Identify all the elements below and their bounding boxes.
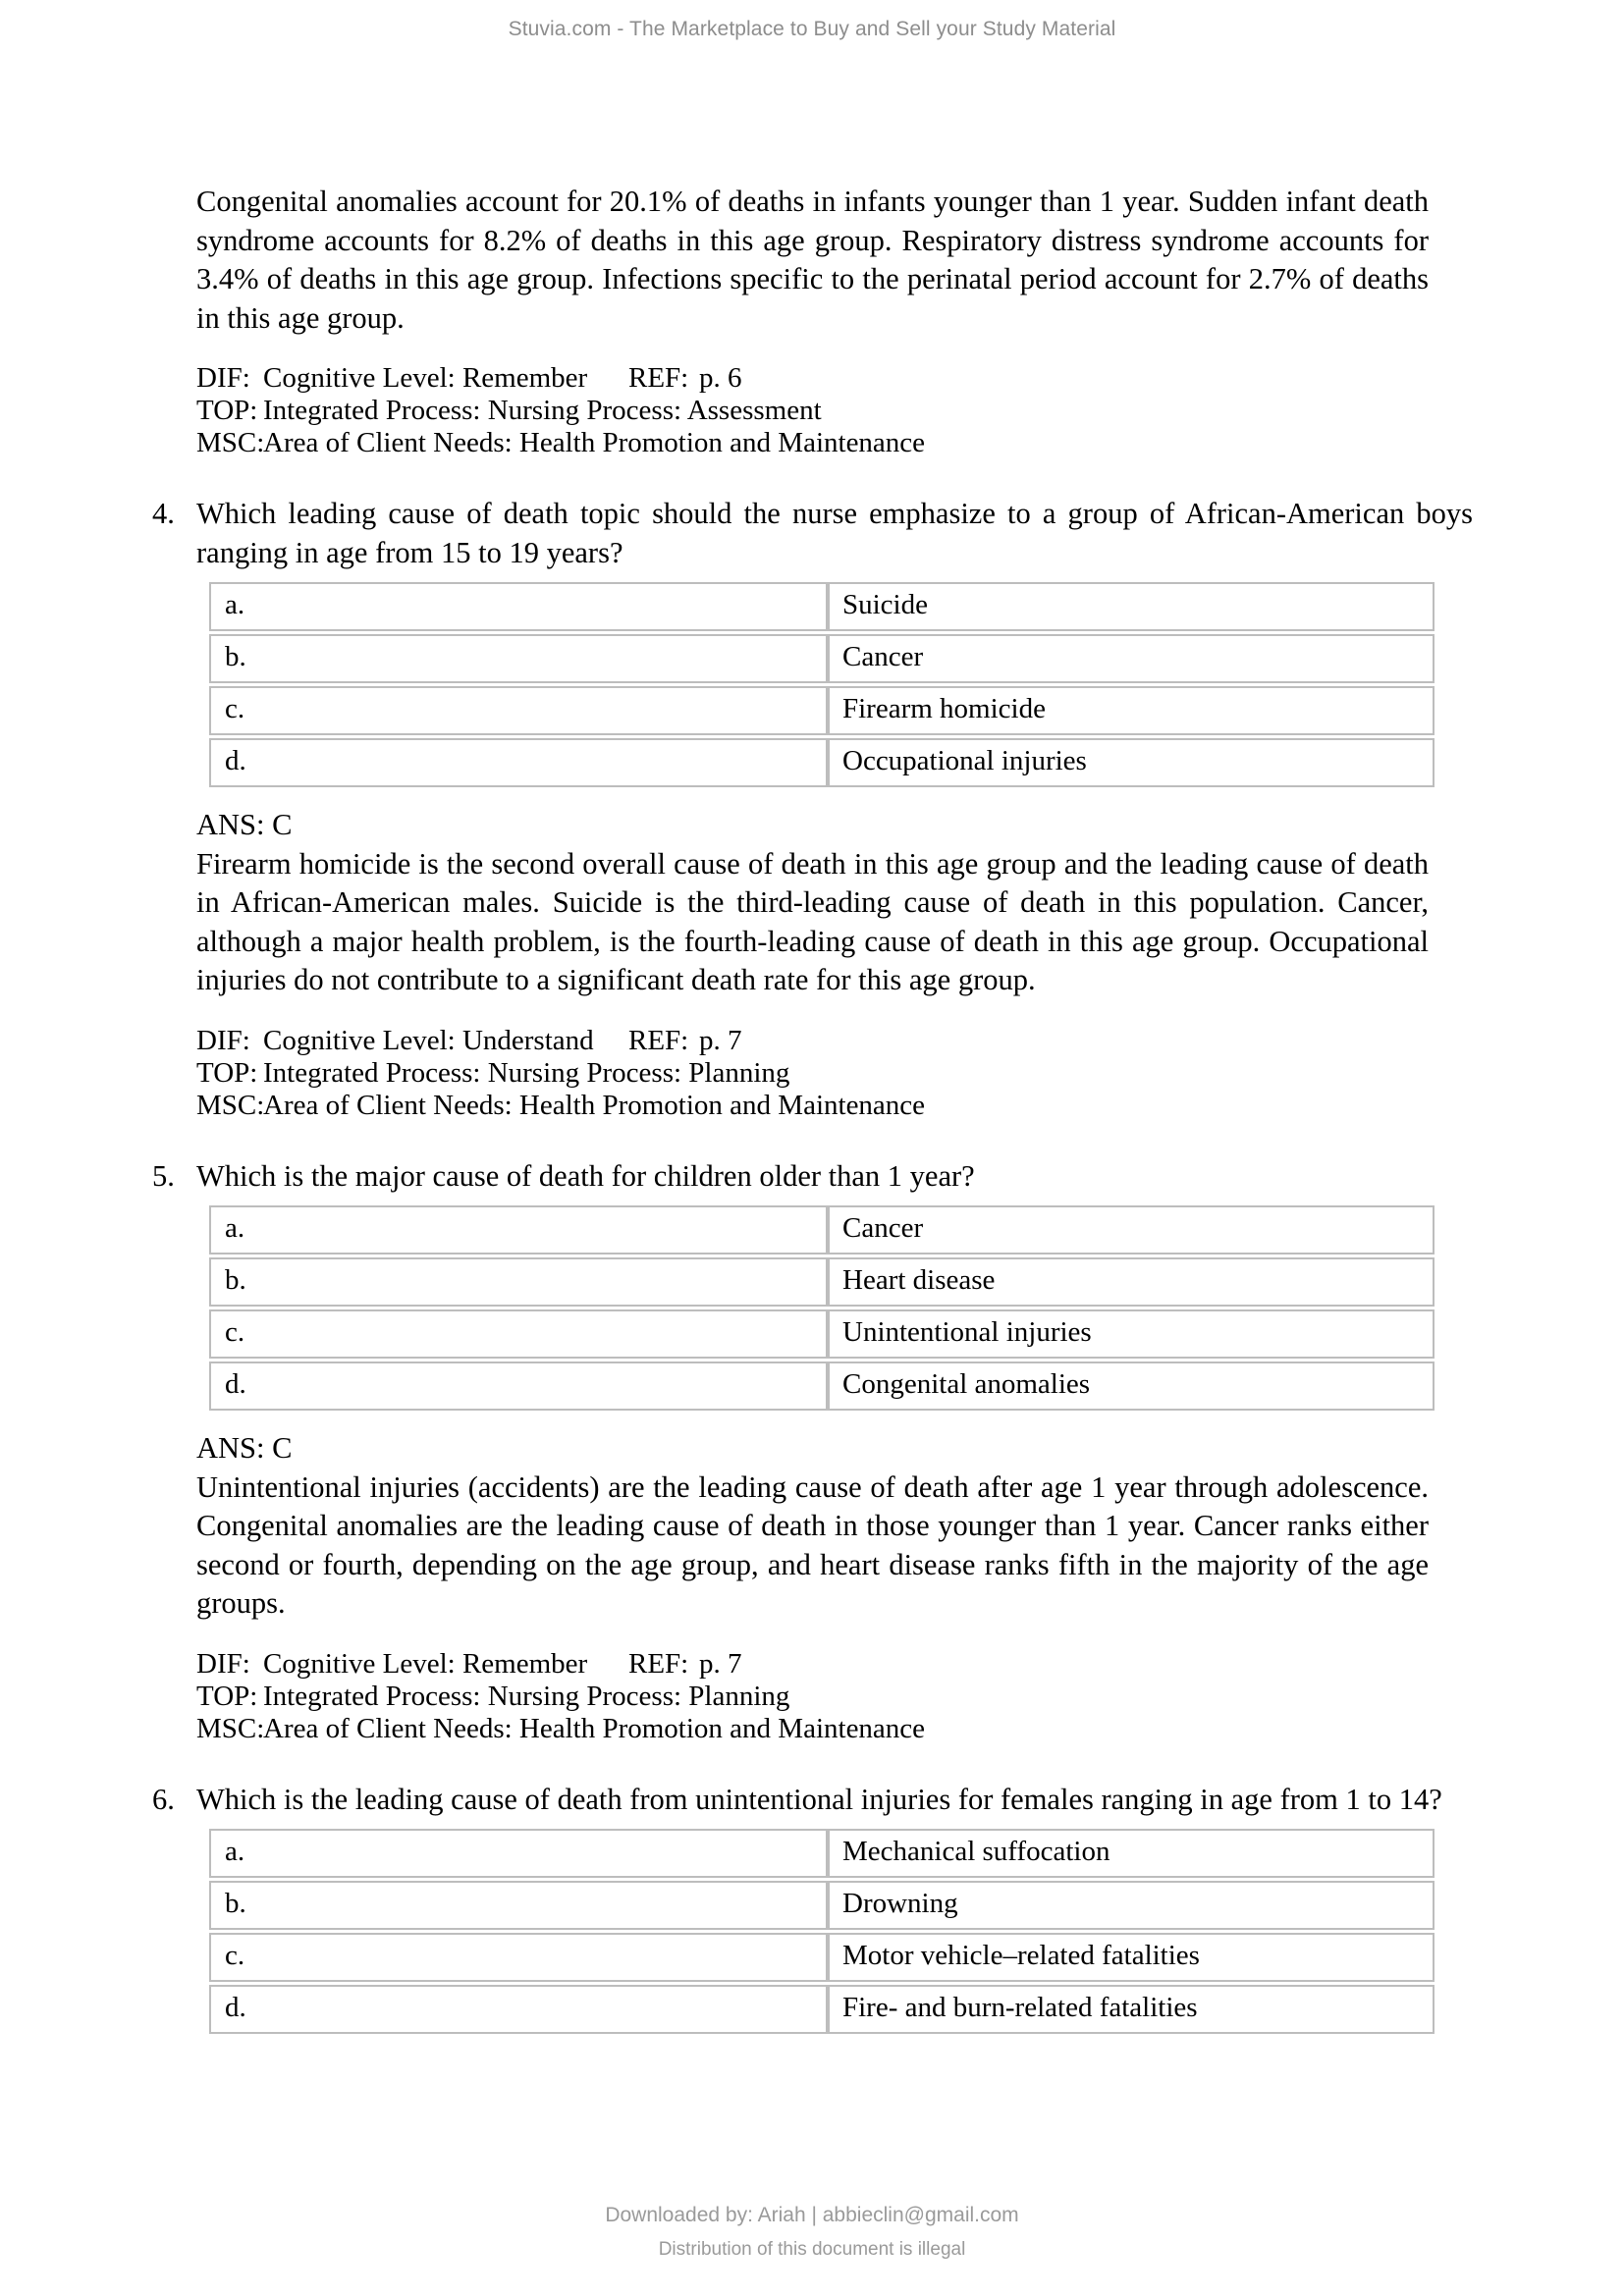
option-choice: Fire- and burn-related fatalities <box>828 1985 1435 2034</box>
table-row[interactable] <box>209 1309 1435 1359</box>
question-text: Which leading cause of death topic should the nurse emphasize to a group of African-American boys ranging in age from 15 to 19 years? <box>196 497 1473 569</box>
option-choice: Mechanical suffocation <box>828 1829 1435 1878</box>
table-row[interactable] <box>209 1881 1435 1930</box>
table-row[interactable] <box>209 738 1435 787</box>
table-row[interactable] <box>209 582 1435 631</box>
option-choice: Cancer <box>828 1205 1435 1255</box>
option-choice: Heart disease <box>828 1257 1435 1307</box>
option-letter: a. <box>209 1829 828 1878</box>
option-letter: a. <box>209 582 828 631</box>
footer-downloaded-by: Downloaded by: Ariah | abbieclin@gmail.com <box>605 2204 1019 2226</box>
option-choice: Drowning <box>828 1881 1435 1930</box>
option-letter: c. <box>209 1309 828 1359</box>
dif-key: DIF: <box>196 1647 250 1680</box>
question-number: 4. <box>152 497 175 530</box>
option-letter: d. <box>209 1362 828 1411</box>
spacer <box>152 1414 1473 1429</box>
top-value: Integrated Process: Nursing Process: Planning <box>263 1056 790 1089</box>
metadata-row-top <box>196 1057 1473 1090</box>
metadata-row-dif <box>196 1025 1473 1057</box>
rationale-5: Unintentional injuries (accidents) are the leading cause of death after age 1 year through adolescence. Congenital anomalies are the leading cause of death in those younger than 1 year. Cancer ranks either second or fourth, depending on the age group, and heart disease ranks fifth in the majority of the age groups. <box>196 1469 1429 1620</box>
top-value: Integrated Process: Nursing Process: Planning <box>263 1680 790 1712</box>
ref-key: REF: <box>628 1024 689 1056</box>
dif-key: DIF: <box>196 362 250 394</box>
option-letter: a. <box>209 1205 828 1255</box>
option-letter: c. <box>209 1933 828 1982</box>
spacer <box>152 790 1473 806</box>
table-row[interactable] <box>209 1205 1435 1255</box>
table-row[interactable] <box>209 686 1435 735</box>
option-letter: c. <box>209 686 828 735</box>
option-letter: b. <box>209 1881 828 1930</box>
option-letter: d. <box>209 738 828 787</box>
question-5-metadata-block <box>152 1648 1473 1745</box>
metadata-row-dif <box>196 1648 1473 1681</box>
ref-value: p. 7 <box>699 1024 742 1056</box>
question-text: Which is the leading cause of death from unintentional injuries for females ranging in age from 1 to 14? <box>196 1782 1442 1816</box>
page-footer <box>0 2204 1624 2261</box>
dif-value: Cognitive Level: Remember <box>263 1647 588 1680</box>
option-choice: Cancer <box>828 634 1435 683</box>
question-item-6 <box>152 1781 1473 2038</box>
rationale-4: Firearm homicide is the second overall cause of death in this age group and the leading cause of death in African-American males. Suicide is the third-leading cause of death in this population. Cancer, although a major health problem, is the fourth-leading cause of death in this age group. Occupational injuries do not contribute to a significant death rate for this age group. <box>196 846 1429 996</box>
answer-options-table <box>209 579 1435 790</box>
top-key: TOP: <box>196 1680 258 1712</box>
metadata-row-top <box>196 395 1473 427</box>
metadata-row-msc <box>196 1713 1473 1745</box>
metadata-row-msc <box>196 1090 1473 1122</box>
msc-value: Area of Client Needs: Health Promotion and Maintenance <box>263 1089 926 1121</box>
metadata-row-msc <box>196 427 1473 459</box>
ref-value: p. 6 <box>699 362 742 394</box>
dif-key: DIF: <box>196 1024 250 1056</box>
question-number: 5. <box>152 1158 175 1193</box>
msc-key: MSC: <box>196 1089 265 1121</box>
question-4-metadata-block <box>152 1025 1473 1122</box>
top-key: TOP: <box>196 395 258 426</box>
option-letter: d. <box>209 1985 828 2034</box>
option-choice: Firearm homicide <box>828 686 1435 735</box>
table-row[interactable] <box>209 1257 1435 1307</box>
footer-distribution-notice: Distribution of this document is illegal <box>658 2239 966 2260</box>
answer-key-4: ANS: C <box>196 808 293 841</box>
table-row[interactable] <box>209 1933 1435 1982</box>
question-text: Which is the major cause of death for children older than 1 year? <box>196 1158 975 1193</box>
top-key: TOP: <box>196 1056 258 1089</box>
msc-value: Area of Client Needs: Health Promotion and Maintenance <box>263 427 926 458</box>
metadata-row-dif <box>196 362 1473 395</box>
option-choice: Unintentional injuries <box>828 1309 1435 1359</box>
metadata-row-top <box>196 1681 1473 1713</box>
table-row[interactable] <box>209 1829 1435 1878</box>
intro-paragraph: Congenital anomalies account for 20.1% of deaths in infants younger than 1 year. Sudden infant death syndrome accounts for 8.2% of deaths in this age group. Respiratory distress syndrome accounts for 3.4% of deaths in this age group. Infections specific to the perinatal period account for 2.7% of deaths in this age group. <box>196 185 1429 335</box>
question-item-5 <box>152 1157 1473 1415</box>
msc-key: MSC: <box>196 427 265 458</box>
option-choice: Suicide <box>828 582 1435 631</box>
site-watermark-header: Stuvia.com - The Marketplace to Buy and Sell your Study Material <box>508 18 1116 40</box>
option-choice: Motor vehicle–related fatalities <box>828 1933 1435 1982</box>
msc-key: MSC: <box>196 1712 265 1744</box>
table-row[interactable] <box>209 1985 1435 2034</box>
answer-key-5: ANS: C <box>196 1431 293 1465</box>
table-row[interactable] <box>209 1362 1435 1411</box>
option-choice: Congenital anomalies <box>828 1362 1435 1411</box>
ref-key: REF: <box>628 1647 689 1680</box>
dif-value: Cognitive Level: Understand <box>263 1024 594 1056</box>
option-choice: Occupational injuries <box>828 738 1435 787</box>
msc-value: Area of Client Needs: Health Promotion and Maintenance <box>263 1712 926 1744</box>
option-letter: b. <box>209 634 828 683</box>
ref-key: REF: <box>628 362 689 394</box>
top-value: Integrated Process: Nursing Process: Assessment <box>263 395 822 426</box>
answer-options-table <box>209 1826 1435 2037</box>
answer-options-table <box>209 1202 1435 1414</box>
ref-value: p. 7 <box>699 1647 742 1680</box>
intro-metadata-block <box>152 362 1473 459</box>
dif-value: Cognitive Level: Remember <box>263 362 588 394</box>
question-number: 6. <box>152 1782 175 1816</box>
table-row[interactable] <box>209 634 1435 683</box>
option-letter: b. <box>209 1257 828 1307</box>
question-item-4 <box>152 495 1473 790</box>
document-content <box>152 183 1473 2037</box>
